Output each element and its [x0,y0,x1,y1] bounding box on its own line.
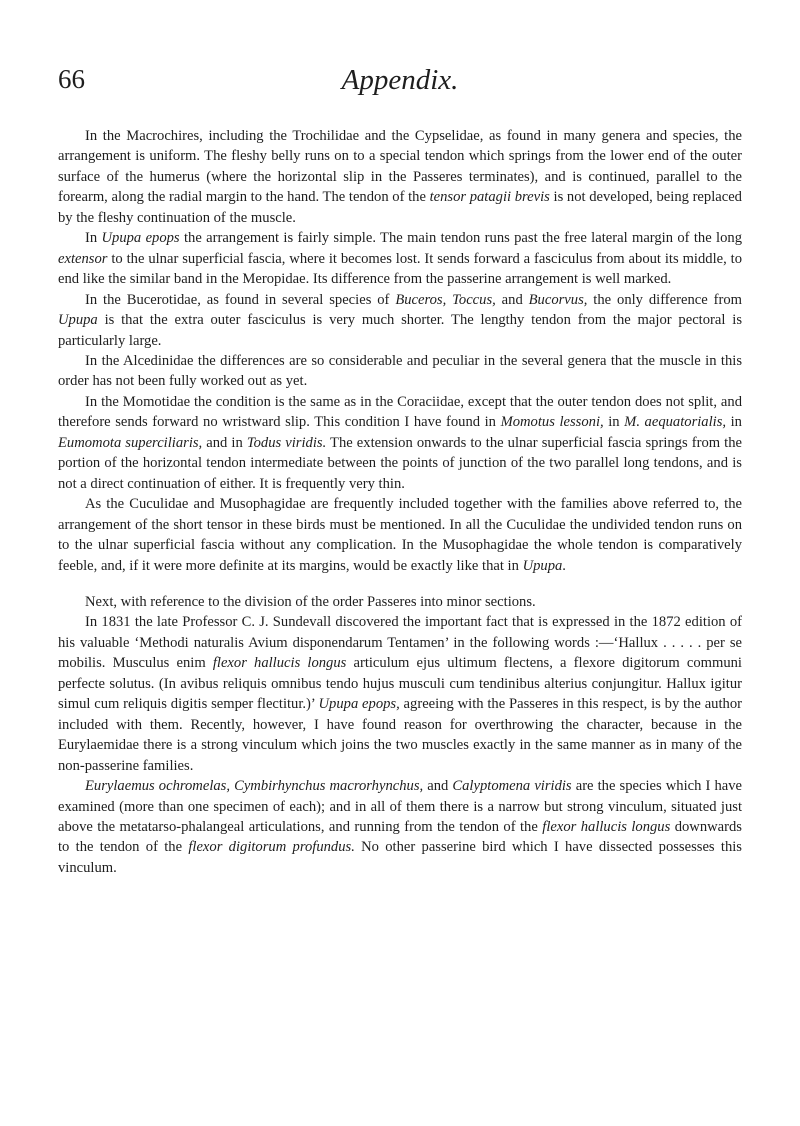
paragraph-sundevall: In 1831 the late Professor C. J. Sundevall discovered the important fact that is expressed in the 1872 edition of his valuable ‘Methodi naturalis Avium disponendarum Tentamen’ in the following words :—‘Hallux . . . . . per se mobilis. Musculus enim flexor hallucis longus articulum ejus ultimum flectens, a flexore digitorum communi perfecte solutus. (In avibus reliquis omnibus tendo hujus musculi cum tendinibus alterius conjungitur. Hallux igitur simul cum reliquis digitis semper flectitur.)’ Upupa epops, agreeing with the Passeres in this respect, is by the author included with them. Recently, however, I have found reason for overthrowing the character, because in the Eurylaemidae there is a strong vinculum which joins the two muscles exactly in the same manner as in many of the non-passerine families. [58,614,742,774]
paragraph-cuculidae: As the Cuculidae and Musophagidae are frequently included together with the families above referred to, the arrangement of the short tensor in these birds must be mentioned. In all the Cuculidae the undivided tendon runs on to the ulnar superficial fascia without any complication. In the Musophagidae the whole tendon is comparatively feeble, and, if it were more definite at its margins, would be exactly like that in Upupa. [58,496,742,574]
page-number: 66 [58,64,85,94]
paragraph-passeres-sections: Next, with reference to the division of the order Passeres into minor sections. [85,593,536,610]
paragraph-upupa: In Upupa epops the arrangement is fairly simple. The main tendon runs past the free lateral margin of the long extensor to the ulnar superficial fascia, where it becomes lost. It sends forward a fasciculus from about its middle, to end like the similar band in the Meropidae. Its difference from the passerine arrangement is well marked. [58,230,742,288]
paragraph-momotidae: In the Momotidae the condition is the same as in the Coraciidae, except that the outer tendon does not split, and therefore sends forward no wristward slip. This condition I have found in Momotus lessoni, in M. aequatorialis, in Eumomota superciliaris, and in Todus viridis. The extension onwards to the ulnar superficial fascia springs from the portion of the horizontal tendon intermediate between the points of junction of the two parallel long tendons, and is not a direct continuation of either. It is frequently very thin. [58,393,742,492]
paragraph-eurylaemidae: Eurylaemus ochromelas, Cymbirhynchus macrorhynchus, and Calyptomena viridis are the species which I have examined (more than one specimen of each); and in all of them there is a narrow but strong vinculum, situated just above the metatarso-phalangeal articulations, and running from the tendon of the flexor hallucis longus downwards to the tendon of the flexor digitorum profundus. No other passerine bird which I have dissected possesses this vinculum. [58,778,742,876]
paragraph-bucerotidae: In the Bucerotidae, as found in several species of Buceros, Toccus, and Bucorvus, the only difference from Upupa is that the extra outer fasciculus is very much shorter. The lengthy tendon from the major pectoral is particularly large. [58,291,742,349]
body-text [58,126,742,878]
paragraph-macrochires: In the Macrochires, including the Trochilidae and the Cypselidae, as found in many genera and species, the arrangement is uniform. The fleshy belly runs on to a special tendon which springs from the lower end of the outer surface of the humerus (where the horizontal slip in the Passeres terminates), and is continued, parallel to the forearm, along the radial margin to the hand. The tendon of the tensor patagii brevis is not developed, being replaced by the fleshy continuation of the muscle. [58,128,742,226]
paragraph-alcedinidae: In the Alcedinidae the differences are so considerable and peculiar in the several genera that the muscle in this order has not been fully worked out as yet. [58,352,742,390]
page-header [58,64,742,104]
running-head: Appendix. [341,64,459,96]
